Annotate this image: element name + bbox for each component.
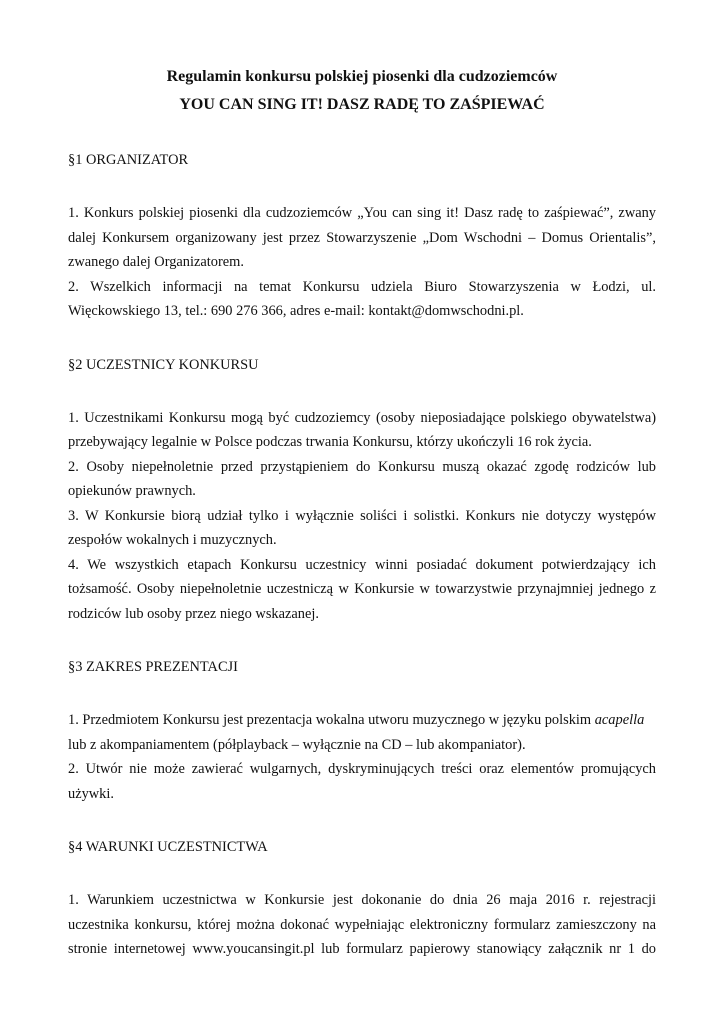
section-3-line: używki.	[68, 785, 114, 802]
section-1-line: 1. Konkurs polskiej piosenki dla cudzoziemców „You can sing it! Dasz radę to zaśpiewać”, zwany	[68, 205, 656, 221]
section-2-line: 2. Osoby niepełnoletnie przed przystąpieniem do Konkursu muszą okazać zgodę rodziców lub	[68, 458, 656, 475]
section-4-body	[68, 888, 656, 962]
section-4-heading: §4 WARUNKI UCZESTNICTWA	[68, 839, 268, 855]
section-2-body	[68, 406, 656, 627]
acapella-italic-term: acapella	[594, 712, 645, 728]
section-1-line: 2. Wszelkich informacji na temat Konkursu udziela Biuro Stowarzyszenia w Łodzi, ul.	[68, 278, 656, 295]
section-2-heading: §2 UCZESTNICY KONKURSU	[68, 356, 259, 373]
section-3-line	[68, 708, 656, 733]
section-3-line-text: 1. Przedmiotem Konkursu jest prezentacja wokalna utworu muzycznego w języku polskim	[68, 712, 595, 728]
section-2-line: 3. W Konkursie biorą udział tylko i wyłącznie soliści i solistki. Konkurs nie dotyczy występów	[68, 507, 656, 524]
section-4-line: stronie internetowej www.youcansingit.pl lub formularz papierowy stanowiący załącznik nr 1 do	[68, 941, 656, 957]
section-1-line: Więckowskiego 13, tel.: 690 276 366, adres e-mail: kontakt@domwschodni.pl.	[68, 303, 524, 319]
section-2-line: zespołów wokalnych i muzycznych.	[68, 532, 277, 548]
section-4-line: 1. Warunkiem uczestnictwa w Konkursie jest dokonanie do dnia 26 maja 2016 r. rejestracji	[68, 892, 656, 908]
document-title: Regulamin konkursu polskiej piosenki dla cudzoziemców	[166, 68, 558, 85]
section-3-heading: §3 ZAKRES PREZENTACJI	[68, 659, 238, 675]
section-2-line: rodziców lub osoby przez niego wskazanej.	[68, 605, 319, 622]
section-2-line: 1. Uczestnikami Konkursu mogą być cudzoziemcy (osoby nieposiadające polskiego obywatelstwa)	[68, 409, 656, 426]
section-2-line: 4. We wszystkich etapach Konkursu uczestnicy winni posiadać dokument potwierdzający ich	[68, 556, 656, 573]
section-1-line: zwanego dalej Organizatorem.	[68, 254, 244, 270]
section-4-line: uczestnika konkursu, której można dokonać wypełniając elektroniczny formularz zamieszczony na	[68, 916, 656, 933]
section-1-body	[68, 201, 656, 324]
section-3-line: lub z akompaniamentem (półplayback – wyłącznie na CD – lub akompaniator).	[68, 736, 526, 753]
section-3-line: 2. Utwór nie może zawierać wulgarnych, dyskryminujących treści oraz elementów promujących	[68, 761, 656, 777]
document-subtitle: YOU CAN SING IT! DASZ RADĘ TO ZAŚPIEWAĆ	[179, 96, 545, 113]
section-2-line: przebywający legalnie w Polsce podczas trwania Konkursu, którzy ukończyli 16 rok życia.	[68, 434, 592, 450]
section-1-heading: §1 ORGANIZATOR	[68, 152, 189, 168]
section-2-line: opiekunów prawnych.	[68, 483, 196, 499]
section-2-line: tożsamość. Osoby niepełnoletnie uczestniczą w Konkursie w towarzystwie przynajmniej jednego z	[68, 581, 656, 597]
section-1-line: dalej Konkursem organizowany jest przez Stowarzyszenie „Dom Wschodni – Domus Orientalis”,	[68, 229, 656, 246]
section-3-body	[68, 708, 656, 806]
